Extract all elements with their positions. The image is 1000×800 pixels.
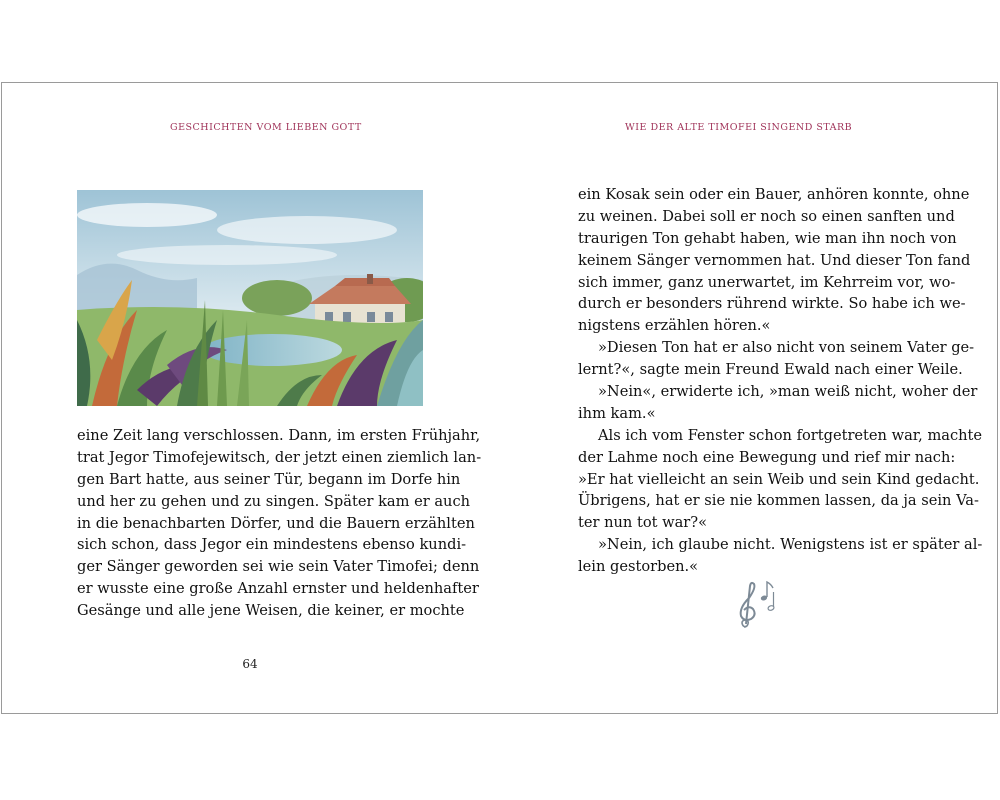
text-line: durch er besonders rührend wirkte. So habe ich we- <box>578 295 966 313</box>
text-line: zu weinen. Dabei soll er noch so einen sanften und <box>578 207 955 225</box>
text-line: Als ich vom Fenster schon fortgetreten war, machte <box>598 426 983 444</box>
text-line: »Nein«, erwiderte ich, »man weiß nicht, woher der <box>598 383 978 401</box>
text-line: Gesänge und alle jene Weisen, die keiner, er mochte <box>77 602 465 620</box>
right-page-text <box>578 184 983 578</box>
running-head-right: WIE DER ALTE TIMOFEI SINGEND STARB <box>625 122 853 133</box>
text-line: sich immer, ganz unerwartet, im Kehrreim vor, wo- <box>578 273 956 291</box>
text-line: in die benachbarten Dörfer, und die Bauern erzählten <box>77 514 475 532</box>
text-line: ger Sänger geworden sei wie sein Vater Timofei; denn <box>77 558 480 576</box>
running-head-left: GESCHICHTEN VOM LIEBEN GOTT <box>170 122 362 133</box>
text-line: und her zu gehen und zu singen. Später kam er auch <box>77 492 471 510</box>
text-line: Übrigens, hat er sie nie kommen lassen, da ja sein Va- <box>578 492 979 510</box>
text-line: lernt?«, sagte mein Freund Ewald nach einer Weile. <box>578 361 963 379</box>
text-line: ihm kam.« <box>578 404 656 422</box>
left-page-text <box>77 425 482 622</box>
text-line: keinem Sänger vernommen hat. Und dieser Ton fand <box>578 251 971 269</box>
text-line: »Diesen Ton hat er also nicht von seinem Vater ge- <box>598 339 975 357</box>
text-line: lein gestorben.« <box>578 558 699 576</box>
text-line: ter nun tot war?« <box>578 514 708 532</box>
text-line: »Er hat vielleicht an sein Weib und sein Kind gedacht. <box>578 470 980 488</box>
text-line: gen Bart hatte, aus seiner Tür, begann im Dorfe hin <box>77 470 461 488</box>
text-line: nigstens erzählen hören.« <box>578 317 771 335</box>
text-line: »Nein, ich glaube nicht. Wenigstens ist er später al- <box>598 536 983 554</box>
text-line: traurigen Ton gehabt haben, wie man ihn noch von <box>578 229 957 247</box>
page-number: 64 <box>242 657 258 671</box>
text-line: er wusste eine große Anzahl ernster und heldenhafter <box>77 580 479 598</box>
text-line: eine Zeit lang verschlossen. Dann, im ersten Frühjahr, <box>77 427 481 444</box>
text-line: trat Jegor Timofejewitsch, der jetzt einen ziemlich lan- <box>77 448 482 466</box>
watercolor-landscape-illustration <box>77 190 423 406</box>
text-line: der Lahme noch eine Bewegung und rief mir nach: <box>578 448 956 466</box>
music-notes-ornament-icon <box>733 578 783 630</box>
text-line: sich schon, dass Jegor ein mindestens ebenso kundi- <box>77 536 467 554</box>
text-line: ein Kosak sein oder ein Bauer, anhören konnte, ohne <box>578 186 970 203</box>
